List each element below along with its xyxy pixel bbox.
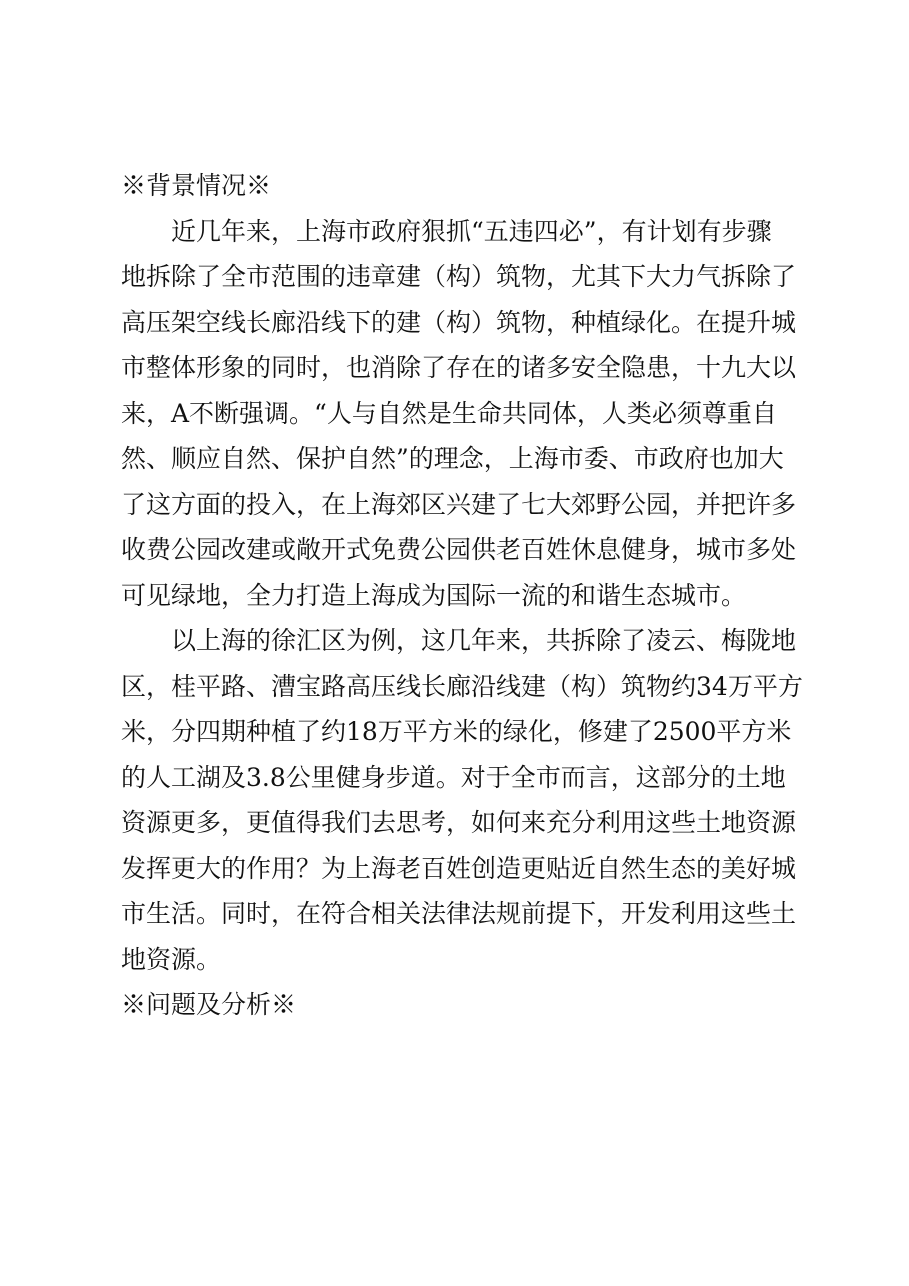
paragraph-2 — [121, 618, 803, 982]
paragraph-line: 地资源。 — [121, 944, 222, 974]
paragraph-line: 米，分四期种植了约18万平方米的绿化，修建了2500平方米 — [121, 717, 792, 746]
paragraph-line: 以上海的徐汇区为例，这几年来，共拆除了凌云、梅陇地 — [171, 626, 797, 655]
paragraph-line: 市生活。同时，在符合相关法律法规前提下，开发利用这些土 — [121, 899, 797, 928]
section-heading-background: ※背景情况※ — [121, 171, 272, 200]
section-heading-problems: ※问题及分析※ — [121, 990, 297, 1019]
paragraph-line: 了这方面的投入，在上海郊区兴建了七大郊野公园，并把许多 — [121, 489, 797, 519]
paragraph-line: 高压架空线长廊沿线下的建（构）筑物，种植绿化。在提升城 — [121, 307, 797, 337]
paragraph-line: 近几年来，上海市政府狠抓“五违四必”，有计划有步骤 — [171, 216, 772, 246]
paragraph-line: 然、顺应自然、保护自然”的理念，上海市委、市政府也加大 — [121, 444, 784, 473]
paragraph-line: 来，A不断强调。“人与自然是生命共同体，人类必须尊重自 — [121, 398, 777, 428]
paragraph-line: 区，桂平路、漕宝路高压线长廊沿线建（构）筑物约34万平方 — [121, 671, 803, 701]
paragraph-line: 可见绿地，全力打造上海成为国际一流的和谐生态城市。 — [121, 580, 747, 610]
paragraph-line: 资源更多，更值得我们去思考，如何来充分利用这些土地资源 — [121, 808, 797, 837]
paragraph-line: 地拆除了全市范围的违章建（构）筑物，尤其下大力气拆除了 — [121, 262, 797, 291]
paragraph-line: 的人工湖及3.8公里健身步道。对于全市而言，这部分的土地 — [121, 762, 786, 792]
paragraph-line: 收费公园改建或敞开式免费公园供老百姓休息健身，城市多处 — [121, 535, 797, 564]
paragraph-line: 发挥更大的作用？为上海老百姓创造更贴近自然生态的美好城 — [121, 853, 797, 883]
paragraph-line: 市整体形象的同时，也消除了存在的诸多安全隐患，十九大以 — [121, 353, 797, 382]
paragraph-1 — [121, 209, 797, 619]
document-body — [121, 163, 803, 1028]
